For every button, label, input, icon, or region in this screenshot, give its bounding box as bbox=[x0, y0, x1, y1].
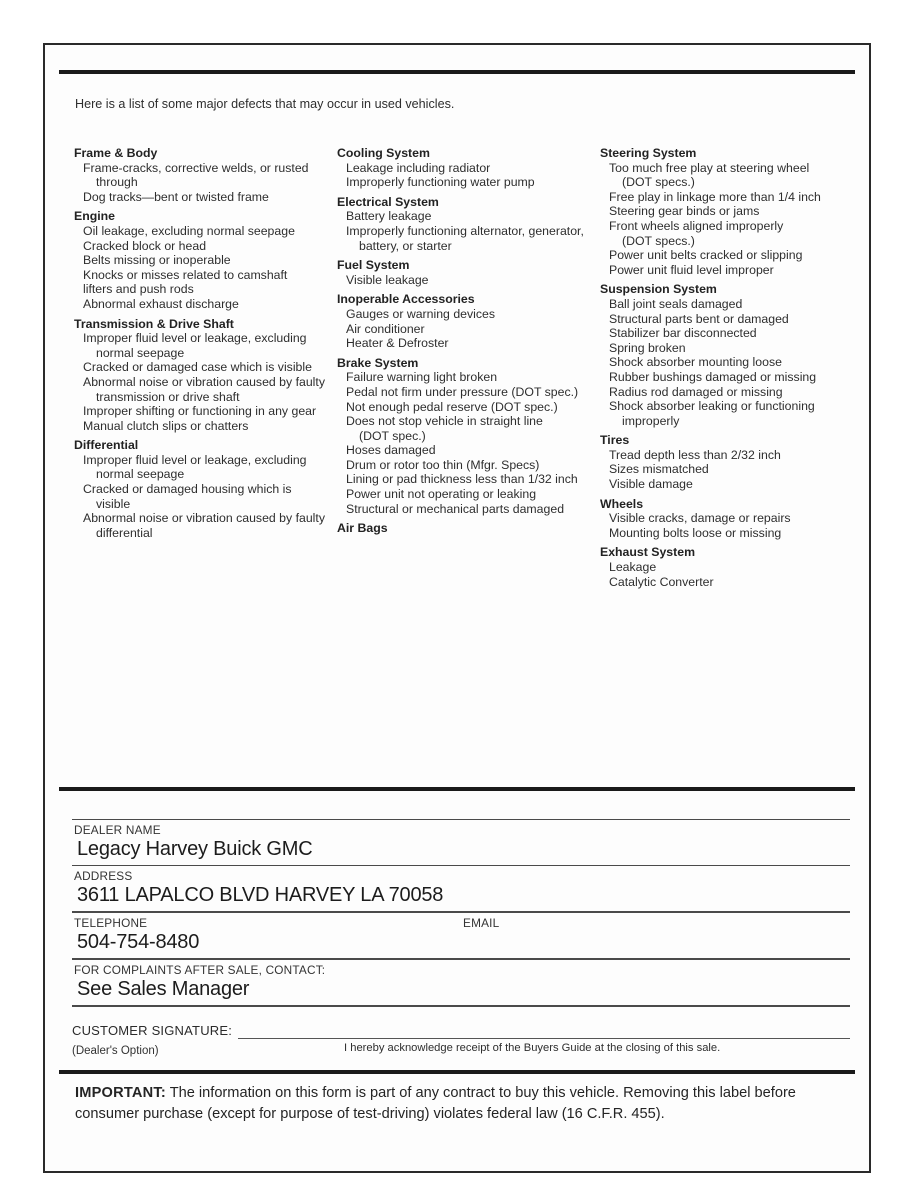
defect-line: normal seepage bbox=[96, 345, 185, 360]
section-title: Engine bbox=[74, 209, 115, 224]
defect-line: Frame-cracks, corrective welds, or rusted bbox=[83, 160, 309, 175]
defect-line: Does not stop vehicle in straight line bbox=[346, 414, 543, 429]
defects-column bbox=[600, 146, 840, 787]
defect-line: battery, or starter bbox=[359, 238, 452, 253]
defect-line: Dog tracks—bent or twisted frame bbox=[83, 189, 269, 204]
important-notice bbox=[75, 1083, 840, 1125]
defect-line: Structural parts bent or damaged bbox=[609, 311, 789, 326]
defect-line: Steering gear binds or jams bbox=[609, 204, 760, 219]
dealer-name-label: DEALER NAME bbox=[74, 823, 161, 837]
dealers-option-label: (Dealer's Option) bbox=[72, 1045, 159, 1057]
signature-line bbox=[238, 1025, 850, 1039]
defect-line: Ball joint seals damaged bbox=[609, 296, 743, 311]
important-text: The information on this form is part of any contract to buy this vehicle. Removing this label before consumer purchase (except for purpose of test-driving) violates federal law (16 C.F.R. 455). bbox=[75, 1085, 796, 1122]
signature-area bbox=[72, 1023, 850, 1057]
defect-line: Catalytic Converter bbox=[609, 574, 714, 589]
section-title: Exhaust System bbox=[600, 545, 696, 560]
defect-line: Visible damage bbox=[609, 477, 693, 492]
defect-line: differential bbox=[96, 525, 153, 540]
complaints-field bbox=[72, 958, 850, 1007]
section-title: Inoperable Accessories bbox=[337, 292, 475, 307]
defect-line: (DOT specs.) bbox=[622, 175, 695, 190]
defect-line: lifters and push rods bbox=[83, 282, 194, 297]
defect-line: normal seepage bbox=[96, 467, 185, 482]
defect-line: Visible cracks, damage or repairs bbox=[609, 511, 791, 526]
complaints-value: See Sales Manager bbox=[77, 978, 250, 1000]
defect-line: Mounting bolts loose or missing bbox=[609, 525, 782, 540]
section-title: Suspension System bbox=[600, 282, 717, 297]
defect-line: Failure warning light broken bbox=[346, 370, 498, 385]
email-label: EMAIL bbox=[463, 916, 500, 930]
defect-line: Shock absorber leaking or functioning bbox=[609, 399, 815, 414]
defect-line: Improperly functioning alternator, generator, bbox=[346, 223, 584, 238]
defect-line: Abnormal noise or vibration caused by faulty bbox=[83, 511, 325, 526]
defect-line: (DOT spec.) bbox=[359, 428, 426, 443]
telephone-email-field bbox=[72, 911, 850, 958]
defect-line: Rubber bushings damaged or missing bbox=[609, 369, 817, 384]
important-rule bbox=[59, 1070, 855, 1074]
section-title: Air Bags bbox=[337, 521, 388, 536]
section-title: Wheels bbox=[600, 496, 644, 511]
defect-line: visible bbox=[96, 496, 131, 511]
defect-line: Too much free play at steering wheel bbox=[609, 160, 810, 175]
defect-line: Stabilizer bar disconnected bbox=[609, 326, 757, 341]
defect-line: Knocks or misses related to camshaft bbox=[83, 267, 288, 282]
defects-column bbox=[337, 146, 600, 787]
defect-line: Tread depth less than 2/32 inch bbox=[609, 447, 781, 462]
defect-line: Front wheels aligned improperly bbox=[609, 218, 784, 233]
defect-line: Hoses damaged bbox=[346, 443, 436, 458]
section-title: Electrical System bbox=[337, 194, 439, 209]
defect-line: Belts missing or inoperable bbox=[83, 253, 231, 268]
defect-line: Improper fluid level or leakage, excluding bbox=[83, 331, 307, 346]
section-title: Brake System bbox=[337, 355, 419, 370]
dealer-fields bbox=[72, 819, 850, 1007]
defect-line: Shock absorber mounting loose bbox=[609, 355, 782, 370]
defect-line: Radius rod damaged or missing bbox=[609, 384, 783, 399]
defect-line: Pedal not firm under pressure (DOT spec.) bbox=[346, 384, 579, 399]
section-title: Fuel System bbox=[337, 258, 410, 273]
section-title: Cooling System bbox=[337, 146, 430, 160]
defect-line: Leakage bbox=[609, 560, 657, 575]
defects-columns bbox=[74, 146, 840, 787]
defects-column bbox=[74, 146, 337, 787]
defect-line: Oil leakage, excluding normal seepage bbox=[83, 223, 295, 238]
intro-text: Here is a list of some major defects that may occur in used vehicles. bbox=[75, 97, 455, 111]
defect-line: Leakage including radiator bbox=[346, 160, 491, 175]
defect-line: Improper fluid level or leakage, excluding bbox=[83, 452, 307, 467]
buyers-guide-page bbox=[43, 43, 871, 1173]
section-title: Frame & Body bbox=[74, 146, 158, 160]
defect-line: Improperly functioning water pump bbox=[346, 175, 535, 190]
telephone-value: 504-754-8480 bbox=[77, 931, 200, 953]
defect-line: Cracked or damaged case which is visible bbox=[83, 360, 312, 375]
defect-line: Power unit not operating or leaking bbox=[346, 487, 537, 502]
defect-line: Abnormal exhaust discharge bbox=[83, 296, 239, 311]
defect-line: Drum or rotor too thin (Mfgr. Specs) bbox=[346, 457, 540, 472]
defect-line: Manual clutch slips or chatters bbox=[83, 418, 249, 433]
dealer-name-value: Legacy Harvey Buick GMC bbox=[77, 838, 313, 860]
defect-line: Battery leakage bbox=[346, 209, 432, 224]
mid-rule bbox=[59, 787, 855, 791]
defect-line: Improper shifting or functioning in any gear bbox=[83, 404, 317, 419]
defect-line: Free play in linkage more than 1/4 inch bbox=[609, 189, 821, 204]
defect-line: Air conditioner bbox=[346, 321, 425, 336]
defect-line: transmission or drive shaft bbox=[96, 389, 240, 404]
address-value: 3611 LAPALCO BLVD HARVEY LA 70058 bbox=[77, 884, 444, 906]
defect-line: Heater & Defroster bbox=[346, 336, 449, 351]
defect-line: Abnormal noise or vibration caused by faulty bbox=[83, 374, 325, 389]
defect-line: Cracked block or head bbox=[83, 238, 207, 253]
defect-line: Spring broken bbox=[609, 340, 686, 355]
top-rule bbox=[59, 70, 855, 74]
defect-line: (DOT specs.) bbox=[622, 233, 695, 248]
section-title: Differential bbox=[74, 438, 139, 453]
defect-line: Not enough pedal reserve (DOT spec.) bbox=[346, 399, 558, 414]
defect-line: Cracked or damaged housing which is bbox=[83, 482, 292, 497]
address-label: ADDRESS bbox=[74, 869, 133, 883]
defect-line: through bbox=[96, 175, 138, 190]
section-title: Transmission & Drive Shaft bbox=[74, 316, 234, 331]
section-title: Tires bbox=[600, 433, 630, 448]
defect-line: Sizes mismatched bbox=[609, 462, 709, 477]
dealer-name-field bbox=[72, 819, 850, 865]
defect-line: improperly bbox=[622, 413, 680, 428]
address-field bbox=[72, 865, 850, 911]
defect-line: Power unit fluid level improper bbox=[609, 262, 774, 277]
defect-line: Structural or mechanical parts damaged bbox=[346, 501, 565, 516]
section-title: Steering System bbox=[600, 146, 697, 160]
telephone-label: TELEPHONE bbox=[74, 916, 148, 930]
defect-line: Gauges or warning devices bbox=[346, 306, 496, 321]
acknowledgment-text: I hereby acknowledge receipt of the Buyers Guide at the closing of this sale. bbox=[344, 1042, 721, 1054]
defect-line: Visible leakage bbox=[346, 272, 429, 287]
complaints-label: FOR COMPLAINTS AFTER SALE, CONTACT: bbox=[74, 963, 326, 977]
important-label: IMPORTANT: bbox=[75, 1085, 166, 1101]
defect-line: Power unit belts cracked or slipping bbox=[609, 248, 803, 263]
defect-line: Lining or pad thickness less than 1/32 inch bbox=[346, 472, 578, 487]
customer-signature-label: CUSTOMER SIGNATURE: bbox=[72, 1023, 233, 1038]
telephone-email-labels bbox=[74, 916, 850, 930]
